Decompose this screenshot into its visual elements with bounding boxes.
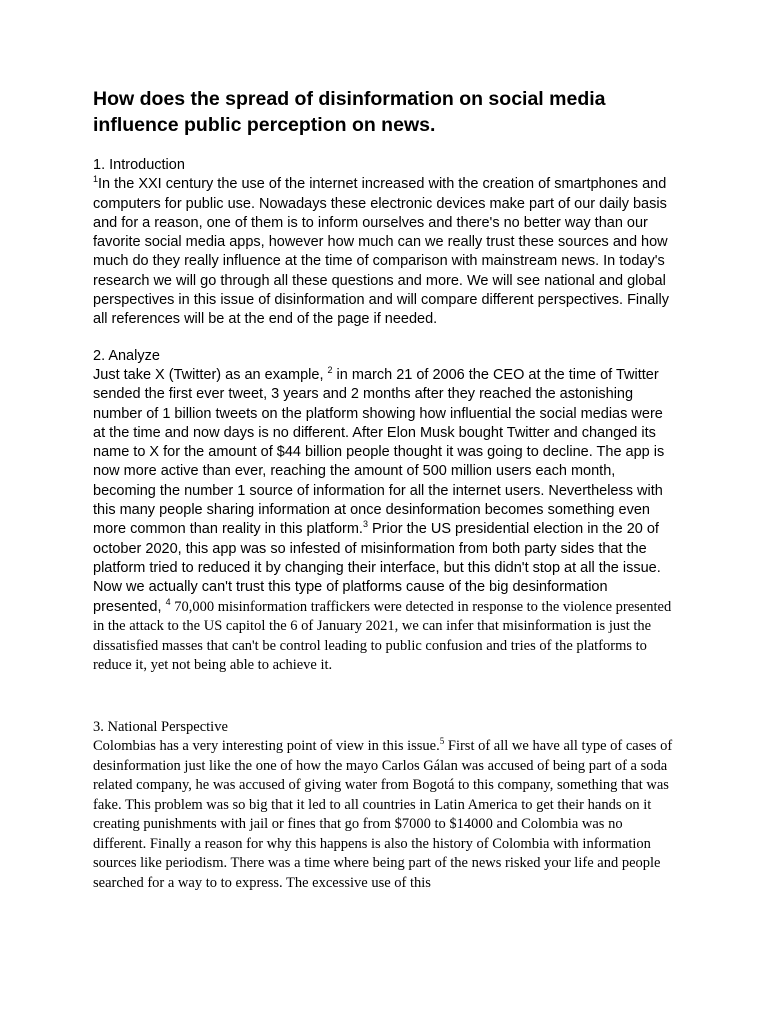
introduction-heading: 1. Introduction bbox=[93, 157, 185, 173]
analyze-text-3: Prior the US presidential election in the 20 of october 2020, this app was so infested of misinformation from both party sides that the platform tried to reduced it by changing their interface, but this didn't stop at all the issue. Now we actually can't trust this type of platforms cause of the big desinformation presented, bbox=[93, 521, 661, 615]
footnote-marker-1: 1 bbox=[93, 174, 99, 185]
analyze-paragraph bbox=[93, 366, 678, 676]
introduction-paragraph bbox=[93, 175, 678, 329]
analyze-heading: 2. Analyze bbox=[93, 347, 160, 364]
section-analyze bbox=[93, 347, 678, 676]
analyze-text-4: 70,000 misinformation traffickers were detected in response to the violence presented in the attack to the US capitol the 6 of January 2021, we can infer that misinformation is just the dissatisfied masses that can't be control leading to public confusion and tries of the platforms to reduce it, yet not being able to achieve it. bbox=[93, 598, 672, 674]
introduction-text: In the XXI century the use of the internet increased with the creation of smartphones and computers for public use. Nowadays these electronic devices make part of our daily basis and for a reason, one of them is to inform ourselves and there's no better way than our favorite social media apps, however how much can we really trust these sources and how much do they really influence at the time of comparison with mainstream news. In today's research we will go through all these questions and more. We will see national and global perspectives in this issue of disinformation and will compare different perspectives. Finally all references will be at the end of the page if needed. bbox=[93, 176, 669, 328]
national-text-1: Colombias has a very interesting point of view in this issue. bbox=[93, 738, 440, 755]
national-heading: 3. National Perspective bbox=[93, 718, 228, 735]
section-introduction bbox=[93, 156, 678, 330]
document-title: How does the spread of disinformation on social media influence public perception on news. bbox=[93, 88, 606, 136]
footnote-marker-2: 2 bbox=[327, 365, 333, 376]
national-text-2: First of all we have all type of cases of desinformation just like the one of how the mayo Carlos Gálan was accused of being part of a soda related company, he was accused of giving water from Bogotá to this company, something that was fake. This problem was so big that it led to all countries in Latin America to get their hands on it creating punishments with jail or fines that go from $7000 to $14000 and Colombia was no different. Finally a reason for why this happens is also the history of Colombia with information sources like periodism. There was a time where being part of the news risked your life and people searched for a way to to express. The excessive use of this bbox=[93, 738, 673, 891]
analyze-text-1: Just take X (Twitter) as an example, bbox=[93, 366, 328, 383]
national-paragraph bbox=[93, 737, 678, 893]
footnote-marker-5: 5 bbox=[439, 736, 445, 747]
document-page bbox=[93, 86, 678, 893]
analyze-text-2: in march 21 of 2006 the CEO at the time of Twitter sended the first ever tweet, 3 years and 2 months after they reached the astonishing number of 1 billion tweets on the platform showing how influential the social medias were at the time and now days is no different. After Elon Musk bought Twitter and changed its name to X for the amount of $44 billion people thought it was going to decline. The app is now more active than ever, reaching the amount of 500 million users each month, becoming the number 1 source of information for all the internet users. Nevertheless with this many people sharing information at once desinformation becomes something even more common than reality in this platform. bbox=[93, 366, 665, 538]
section-national-perspective bbox=[93, 718, 678, 894]
footnote-marker-4: 4 bbox=[165, 596, 171, 607]
footnote-marker-3: 3 bbox=[362, 519, 368, 530]
